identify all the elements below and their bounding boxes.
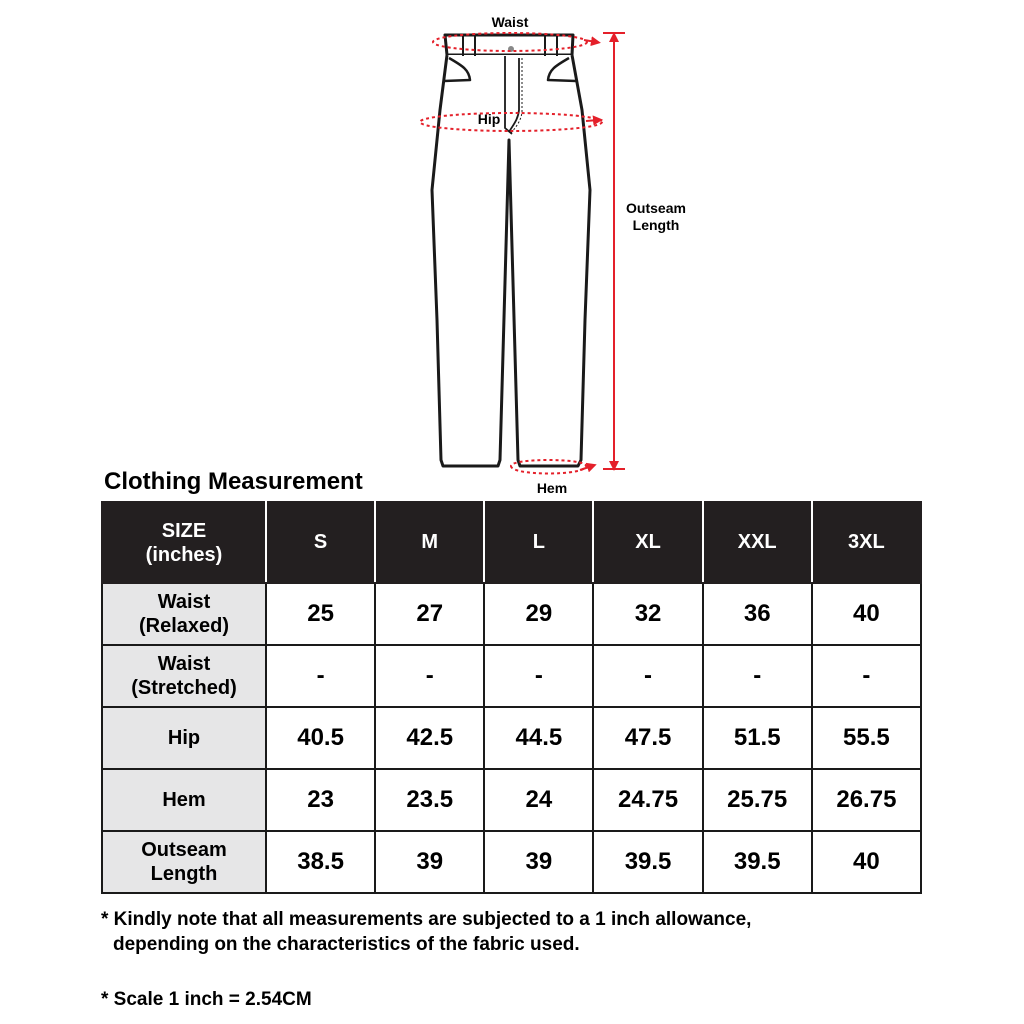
row-label-line1: Waist [157,591,211,613]
table-cell: 55.5 [812,707,921,769]
row-label-line1: Outseam [141,839,227,861]
size-header: XL [593,502,702,583]
header-row [102,502,921,583]
row-label [102,583,266,645]
row-label-line1: Waist [157,653,211,675]
row-label-line2: Length [150,863,218,885]
table-cell: 38.5 [266,831,375,893]
table-cell: - [266,645,375,707]
row-label [102,831,266,893]
row-label-line2: (Stretched) [131,677,237,699]
pants-outline [432,35,590,466]
table-cell: 27 [375,583,484,645]
header-size-label [102,502,266,583]
table-cell: - [812,645,921,707]
table-cell: 39 [484,831,593,893]
waist-label: Waist [491,14,529,30]
table-row [102,831,921,893]
row-label [102,707,266,769]
table-cell: 24 [484,769,593,831]
allowance-note-line1: * Kindly note that all measurements are subjected to a 1 inch allowance, [101,909,752,930]
table-cell: 25.75 [703,769,812,831]
table-cell: 25 [266,583,375,645]
table-cell: - [593,645,702,707]
allowance-note-line2: depending on the characteristics of the fabric used. [113,934,580,955]
pants-diagram [0,0,1024,500]
table-cell: 51.5 [703,707,812,769]
outseam-label-line2: Length [632,217,680,233]
table-cell: 26.75 [812,769,921,831]
table-cell: - [375,645,484,707]
table-cell: 29 [484,583,593,645]
table-cell: 47.5 [593,707,702,769]
allowance-note [101,907,751,957]
table-cell: 23 [266,769,375,831]
table-cell: - [703,645,812,707]
row-label [102,769,266,831]
table-title: Clothing Measurement [104,468,363,495]
row-label-line1: Hem [162,789,206,811]
table-cell: 39.5 [593,831,702,893]
table-cell: 40.5 [266,707,375,769]
size-header: 3XL [812,502,921,583]
row-label-line2: (Relaxed) [138,615,230,637]
table-row [102,769,921,831]
header-label-line2: (inches) [145,543,223,566]
table-row [102,583,921,645]
outseam-label-line1: Outseam [626,200,686,216]
table-cell: 44.5 [484,707,593,769]
table-cell: 40 [812,583,921,645]
size-table [101,501,922,894]
hem-label: Hem [536,480,568,496]
table-row [102,645,921,707]
table-cell: 23.5 [375,769,484,831]
table-cell: 40 [812,831,921,893]
size-header: L [484,502,593,583]
outseam-label [618,200,694,234]
table-cell: 32 [593,583,702,645]
scale-note: * Scale 1 inch = 2.54CM [101,989,312,1010]
row-label [102,645,266,707]
hip-label: Hip [477,111,501,127]
table-cell: - [484,645,593,707]
size-header: XXL [703,502,812,583]
size-header: M [375,502,484,583]
table-row [102,707,921,769]
size-header: S [266,502,375,583]
table-cell: 42.5 [375,707,484,769]
table-cell: 39 [375,831,484,893]
row-label-line1: Hip [167,727,201,749]
header-label-line1: SIZE [161,519,207,542]
table-cell: 24.75 [593,769,702,831]
table-cell: 39.5 [703,831,812,893]
table-cell: 36 [703,583,812,645]
